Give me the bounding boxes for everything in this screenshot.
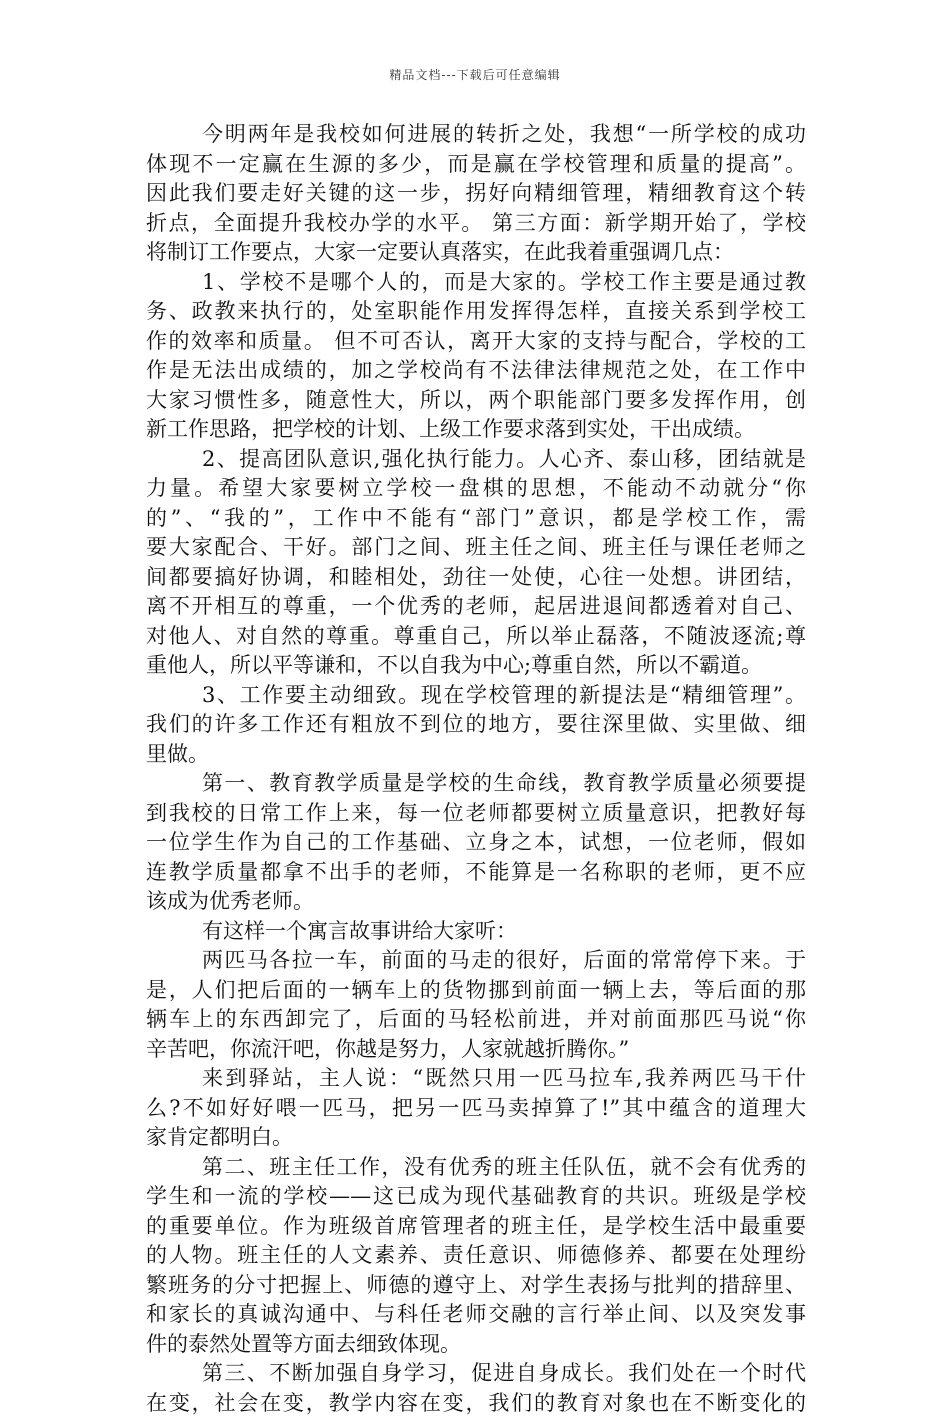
text-line: 件的泰然处置等方面去细致体现。 <box>146 1330 806 1360</box>
text-line: 将制订工作要点，大家一定要认真落实，在此我着重强调几点： <box>146 238 806 268</box>
text-line: 折点，全面提升我校办学的水平。 第三方面：新学期开始了，学校 <box>146 209 806 239</box>
text-line: 两匹马各拉一车，前面的马走的很好，后面的常常停下来。于 <box>146 946 806 976</box>
text-line: 里做。 <box>146 740 806 770</box>
page-header: 精品文档---下载后可任意编辑 <box>0 66 950 83</box>
text-line: 力量。希望大家要树立学校一盘棋的思想，不能动不动就分“你 <box>146 474 806 504</box>
text-line: 体现不一定赢在生源的多少，而是赢在学校管理和质量的提高”。 <box>146 150 806 180</box>
text-line: 繁班务的分寸把握上、师德的遵守上、对学生表扬与批判的措辞里、 <box>146 1271 806 1301</box>
text-line: 第一、教育教学质量是学校的生命线，教育教学质量必须要提 <box>146 769 806 799</box>
text-line: 来到驿站，主人说：“既然只用一匹马拉车,我养两匹马干什 <box>146 1064 806 1094</box>
text-line: 辛苦吧，你流汗吧，你越是努力，人家就越折腾你。” <box>146 1035 806 1065</box>
text-line: 连教学质量都拿不出手的老师，不能算是一名称职的老师，更不应 <box>146 858 806 888</box>
text-line: 重他人，所以平等谦和，不以自我为中心;尊重自然，所以不霸道。 <box>146 651 806 681</box>
text-line: 要大家配合、干好。部门之间、班主任之间、班主任与课任老师之 <box>146 533 806 563</box>
document-body <box>146 120 806 1418</box>
text-line: 和家长的真诚沟通中、与科任老师交融的言行举止间、以及突发事 <box>146 1300 806 1330</box>
text-line: 离不开相互的尊重，一个优秀的老师，起居进退间都透着对自己、 <box>146 592 806 622</box>
text-line: 是，人们把后面的一辆车上的货物挪到前面一辆上去，等后面的那 <box>146 976 806 1006</box>
text-line: 作是无法出成绩的，加之学校尚有不法律法律规范之处，在工作中 <box>146 356 806 386</box>
text-line: 1、学校不是哪个人的，而是大家的。学校工作主要是通过教 <box>146 268 806 298</box>
text-line: 的人物。班主任的人文素养、责任意识、师德修养、都要在处理纷 <box>146 1241 806 1271</box>
text-line: 间都要搞好协调，和睦相处，劲往一处使，心往一处想。讲团结， <box>146 563 806 593</box>
text-line: 第二、班主任工作，没有优秀的班主任队伍，就不会有优秀的 <box>146 1153 806 1183</box>
text-line: 的”、“我的”，工作中不能有“部门”意识，都是学校工作，需 <box>146 504 806 534</box>
text-line: 大家习惯性多，随意性大，所以，两个职能部门要多发挥作用，创 <box>146 386 806 416</box>
text-line: 务、政教来执行的，处室职能作用发挥得怎样，直接关系到学校工 <box>146 297 806 327</box>
text-line: 家肯定都明白。 <box>146 1123 806 1153</box>
text-line: 因此我们要走好关键的这一步，拐好向精细管理，精细教育这个转 <box>146 179 806 209</box>
text-line: 的重要单位。作为班级首席管理者的班主任，是学校生活中最重要 <box>146 1212 806 1242</box>
text-line: 第三、不断加强自身学习，促进自身成长。我们处在一个时代 <box>146 1359 806 1389</box>
text-line: 对他人、对自然的尊重。尊重自己，所以举止磊落，不随波逐流;尊 <box>146 622 806 652</box>
text-line: 今明两年是我校如何进展的转折之处，我想“一所学校的成功 <box>146 120 806 150</box>
text-line: 在变，社会在变，教学内容在变，我们的教育对象也在不断变化的 <box>146 1389 806 1418</box>
text-line: 学生和一流的学校——这已成为现代基础教育的共识。班级是学校 <box>146 1182 806 1212</box>
text-line: 么?不如好好喂一匹马，把另一匹马卖掉算了!”其中蕴含的道理大 <box>146 1094 806 1124</box>
text-line: 到我校的日常工作上来，每一位老师都要树立质量意识，把教好每 <box>146 799 806 829</box>
text-line: 新工作思路，把学校的计划、上级工作要求落到实处，干出成绩。 <box>146 415 806 445</box>
text-line: 我们的许多工作还有粗放不到位的地方，要往深里做、实里做、细 <box>146 710 806 740</box>
text-line: 3、工作要主动细致。现在学校管理的新提法是“精细管理”。 <box>146 681 806 711</box>
text-line: 该成为优秀老师。 <box>146 887 806 917</box>
text-line: 一位学生作为自己的工作基础、立身之本，试想，一位老师，假如 <box>146 828 806 858</box>
text-line: 2、提高团队意识,强化执行能力。人心齐、泰山移，团结就是 <box>146 445 806 475</box>
text-line: 有这样一个寓言故事讲给大家听： <box>146 917 806 947</box>
text-line: 作的效率和质量。 但不可否认，离开大家的支持与配合，学校的工 <box>146 327 806 357</box>
text-line: 辆车上的东西卸完了，后面的马轻松前进，并对前面那匹马说“你 <box>146 1005 806 1035</box>
